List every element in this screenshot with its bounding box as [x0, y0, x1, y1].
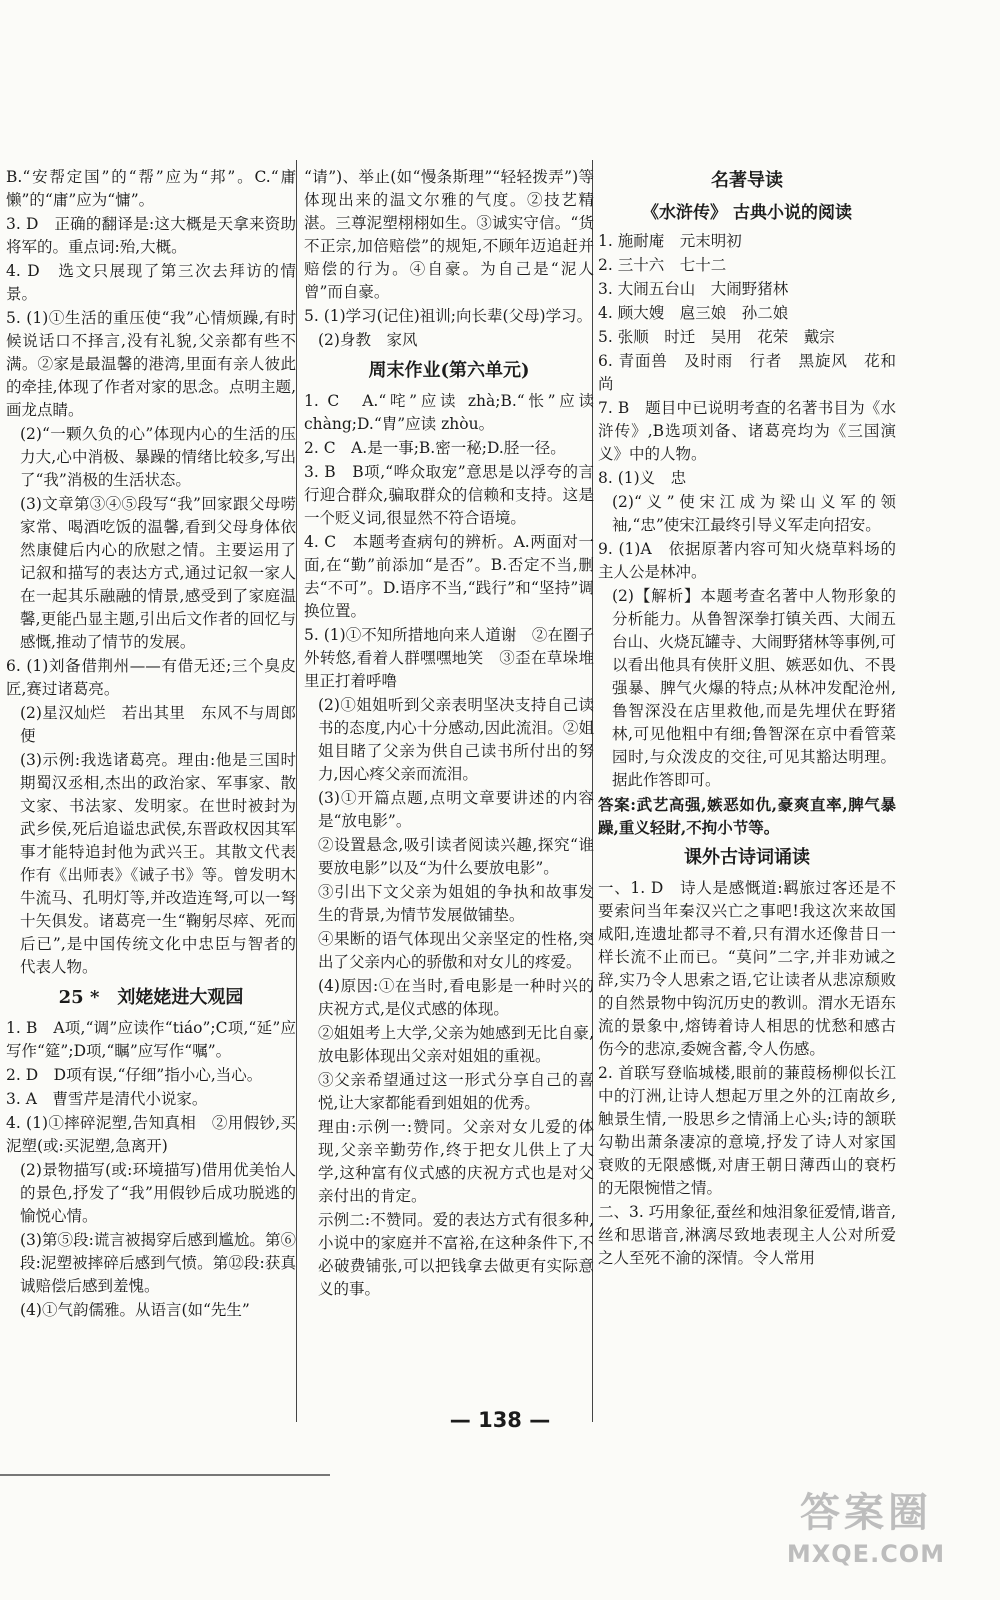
section-heading-classics: 名著导读 — [711, 170, 783, 191]
answer-item: 2. 首联写登临城楼,眼前的蒹葭杨柳似长江中的汀洲,让诗人想起万里之外的江南故乡,触景生情,一股思乡之情涌上心头;诗的颔联勾勒出萧条凄凉的意境,抒发了诗人对家国衰败的无限感慨,对唐王朝日薄西山的衰朽的无限惋惜之情。 — [598, 1064, 896, 1197]
answer-item: 1. B A项,“调”应读作“tiáo”;C项,“延”应写作“筵”;D项,“瞩”应写作“嘱”。 — [6, 1019, 296, 1060]
column-divider-left — [296, 160, 297, 1422]
answer-item: 一、1. D 诗人是感慨道:羁旅过客还是不要索问当年秦汉兴亡之事吧!我这次来故国咸阳,连遗址都寻不着,只有渭水还像昔日一样长流不止而已。“莫问”二字,并非劝诫之辞,实乃令人思索之语,它让读者从悲凉颓败的自然景物中钩沉历史的教训。渭水无语东流的景象中,熔铸着诗人相思的忧愁和感古伤今的悲凉,委婉含蓄,令人伤感。 — [598, 879, 896, 1058]
answer-item: (3)示例:我选诸葛亮。理由:他是三国时期蜀汉丞相,杰出的政治家、军事家、散文家、书法家、发明家。在世时被封为武乡侯,死后追谥忠武侯,东晋政权因其军事才能特追封他为武兴王。其散文代表作有《出师表》《诫子书》等。曾发明木牛流马、孔明灯等,并改造连弩,可以一弩十矢俱发。诸葛亮一生“鞠躬尽瘁、死而后已”,是中国传统文化中忠臣与智者的代表人物。 — [20, 751, 296, 976]
answer-item: 理由:示例一:赞同。父亲对女儿爱的体现,父亲辛勤劳作,终于把女儿供上了大学,这种富有仪式感的庆祝方式也是对父亲付出的肯定。 — [318, 1118, 594, 1205]
answer-item: 1. C A.“咤”应读 zhà;B.“怅”应读 chàng;D.“胄”应读 zhòu。 — [304, 392, 594, 433]
answer-block — [6, 1017, 296, 1322]
answer-item: (2)星汉灿烂 若出其里 东风不与周郎便 — [20, 704, 296, 745]
answer-item: “请”)、举止(如“慢条斯理”“轻轻拨弄”)等体现出来的温文尔雅的气度。②技艺精湛。三尊泥塑栩栩如生。③诚实守信。“货不正宗,加倍赔偿”的规矩,不顾年迈追赶并赔偿的行为。④自豪。为自己是“泥人曾”而自豪。 — [304, 168, 594, 301]
answer-item: 6. (1)刘备借荆州——有借无还;三个臭皮匠,赛过诸葛亮。 — [6, 657, 296, 698]
answer-column-left — [6, 166, 296, 1322]
watermark-url: MXQE.COM — [786, 1540, 946, 1568]
answer-item: (2)身教 家风 — [318, 331, 418, 349]
answer-item: 3. D 正确的翻译是:这大概是天拿来资助将军的。重点词:殆,大概。 — [6, 215, 296, 256]
answer-item: ③父亲希望通过这一形式分享自己的喜悦,让大家都能看到姐姐的优秀。 — [318, 1071, 594, 1112]
answer-item: (3)①开篇点题,点明文章要讲述的内容是“放电影”。 — [318, 789, 594, 830]
answer-item: ④果断的语气体现出父亲坚定的性格,突出了父亲内心的骄傲和对女儿的疼爱。 — [318, 930, 594, 971]
answer-item: (2)“一颗久负的心”体现内心的生活的压力大,心中消极、暴躁的情绪比较多,写出了“我”消极的生活状态。 — [20, 425, 296, 489]
answer-block — [304, 166, 594, 352]
answer-item: (2)【解析】本题考查名著中人物形象的分析能力。从鲁智深拳打镇关西、大闹五台山、火烧瓦罐寺、大闹野猪林等事例,可以看出他具有侠肝义胆、嫉恶如仇、不畏强暴、脾气火爆的特点;从林冲发配沧州,鲁智深没在店里救他,而是先埋伏在野猪林,可见他粗中有细;鲁智深在京中看管菜园时,与众泼皮的交往,可见其豁达明理。据此作答即可。 — [612, 587, 896, 789]
answer-item: 2. 三十六 七十二 — [598, 256, 727, 274]
answer-item: 4. 顾大嫂 扈三娘 孙二娘 — [598, 304, 789, 322]
answer-block — [598, 877, 896, 1270]
bottom-rule — [0, 1474, 330, 1476]
answer-item: (3)第⑤段:谎言被揭穿后感到尴尬。第⑥段:泥塑被摔碎后感到气愤。第⑫段:获真诚赔偿后感到羞愧。 — [20, 1231, 296, 1295]
watermark-logo: 答案圈 — [800, 1490, 932, 1536]
answer-item: B.“安帮定国”的“帮”应为“邦”。C.“庸懒”的“庸”应为“慵”。 — [6, 168, 296, 209]
answer-item: ③引出下文父亲为姐姐的争执和故事发生的背景,为情节发展做铺垫。 — [318, 883, 594, 924]
answer-block — [6, 166, 296, 979]
answer-item: 3. A 曹雪芹是清代小说家。 — [6, 1090, 208, 1108]
section-heading-ancient-poems: 课外古诗词诵读 — [684, 847, 810, 868]
answer-item: (2)“义”使宋江成为梁山义军的领袖,“忠”使宋江最终引导义军走向招安。 — [612, 493, 896, 534]
answer-item: (4)①气韵儒雅。从语言(如“先生” — [20, 1301, 250, 1319]
answer-block — [598, 230, 896, 839]
answer-item: 示例二:不赞同。爱的表达方式有很多种,小说中的家庭并不富裕,在这种条件下,不必破费铺张,可以把钱拿去做更有实际意义的事。 — [318, 1211, 594, 1298]
answer-item: 5. (1)①生活的重压使“我”心情烦躁,有时候说话口不择言,没有礼貌,父亲都有些不满。②家是最温馨的港湾,里面有亲人彼此的牵挂,体现了作者对家的思念。点明主题,画龙点睛。 — [6, 309, 296, 419]
answer-item: 4. C 本题考查病句的辨析。A.两面对一面,在“勤”前添加“是否”。B.否定不当,删去“不可”。D.语序不当,“践行”和“坚持”调换位置。 — [304, 533, 594, 620]
answer-item: (2)景物描写(或:环境描写)借用优美怡人的景色,抒发了“我”用假钞后成功脱逃的愉悦心情。 — [20, 1161, 296, 1225]
answer-item: 4. (1)①摔碎泥塑,告知真相 ②用假钞,买泥塑(或:买泥塑,急离开) — [6, 1114, 296, 1155]
answer-item: 二、3. 巧用象征,蚕丝和烛泪象征爱情,谐音,丝和思谐音,淋漓尽致地表现主人公对所爱之人至死不渝的深情。令人常用 — [598, 1203, 896, 1267]
answer-item: (3)文章第③④⑤段写“我”回家跟父母唠家常、喝酒吃饭的温馨,看到父母身体依然康健后内心的欣慰之情。主要运用了记叙和描写的表达方式,通过记叙一家人在一起其乐融融的情景,感受到了家庭温馨,更能凸显主题,引出后文作者的回忆与感慨,推动了情节的发展。 — [20, 495, 296, 651]
answer-item: (4)原因:①在当时,看电影是一种时兴的庆祝方式,是仪式感的体现。 — [318, 977, 594, 1018]
section-heading-weekend-homework: 周末作业(第六单元) — [368, 360, 530, 381]
answer-column-right — [598, 166, 896, 1270]
answer-item: ②设置悬念,吸引读者阅读兴趣,探究“谁要放电影”以及“为什么要放电影”。 — [318, 836, 594, 877]
answer-item: 3. B B项,“哗众取宠”意思是以浮夸的言行迎合群众,骗取群众的信赖和支持。这是一个贬义词,很显然不符合语境。 — [304, 463, 594, 527]
answer-item: 5. (1)①不知所措地向来人道谢 ②在圈子外转悠,看着人群嘿嘿地笑 ③歪在草垛堆里正打着呼噜 — [304, 626, 594, 690]
section-subheading-water-margin: 《水浒传》 古典小说的阅读 — [642, 203, 852, 223]
page-number: — 138 — — [449, 1408, 551, 1432]
answer-item: 3. 大闹五台山 大闹野猪林 — [598, 280, 789, 298]
answer-item: ②姐姐考上大学,父亲为她感到无比自豪,放电影体现出父亲对姐姐的重视。 — [318, 1024, 594, 1065]
answer-item: (2)①姐姐听到父亲表明坚决支持自己读书的态度,内心十分感动,因此流泪。②姐姐目睹了父亲为供自己读书所付出的努力,因心疼父亲而流泪。 — [318, 696, 594, 783]
answer-item: 2. D D项有误,“仔细”指小心,当心。 — [6, 1066, 263, 1084]
answer-item: 7. B 题目中已说明考查的名著书目为《水浒传》,B选项刘备、诸葛亮均为《三国演义》中的人物。 — [598, 399, 896, 463]
answer-column-middle — [304, 166, 594, 1301]
answer-block — [304, 390, 594, 1301]
answer-item: 9. (1)A 依据原著内容可知火烧草料场的主人公是林冲。 — [598, 540, 896, 581]
answer-item: 1. 施耐庵 元末明初 — [598, 232, 742, 250]
answer-item: 4. D 选文只展现了第三次去拜访的情景。 — [6, 262, 296, 303]
answer-item: 6. 青面兽 及时雨 行者 黑旋风 花和尚 — [598, 352, 896, 393]
answer-item: 2. C A.是一事;B.密一秘;D.胫一径。 — [304, 439, 566, 457]
answer-summary: 答案:武艺高强,嫉恶如仇,豪爽直率,脾气暴躁,重义轻財,不拘小节等。 — [598, 795, 896, 837]
answer-item: 8. (1)义 忠 — [598, 469, 687, 487]
section-heading-lesson-25: 25 * 刘姥姥进大观园 — [58, 987, 244, 1008]
answer-item: 5. (1)学习(记住)祖训;向长辈(父母)学习。 — [304, 307, 593, 325]
answer-item: 5. 张顺 时迁 吴用 花荣 戴宗 — [598, 328, 835, 346]
watermark — [746, 1486, 986, 1586]
